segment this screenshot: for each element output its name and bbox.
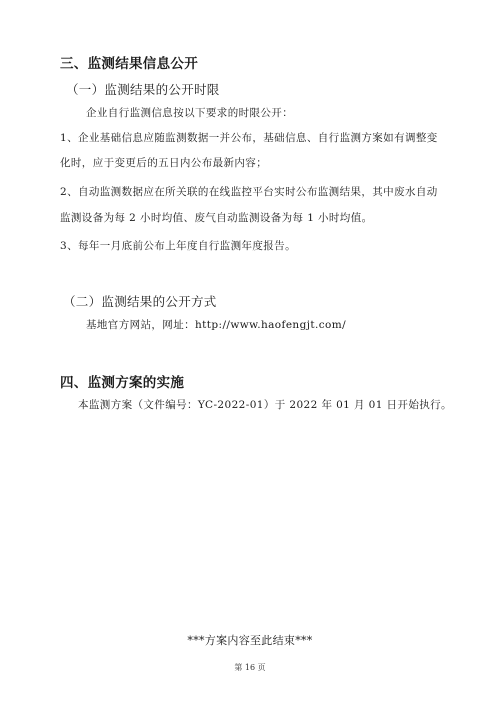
item-1-line-1: 1、企业基础信息应随监测数据一并公布，基础信息、自行监测方案如有调整变 [60,132,438,144]
subsection-1-heading: （一）监测结果的公开时限 [66,82,220,97]
subsection-2-heading: （二）监测结果的公开方式 [63,294,217,309]
paragraph-intro: 企业自行监测信息按以下要求的时限公开： [86,107,294,119]
item-2-line-2: 监测设备为每 2 小时均值、废气自动监测设备为每 1 小时均值。 [60,212,373,224]
website-line: 基地官方网站，网址：http://www.haofengjt.com/ [86,319,347,331]
section-4-heading: 四、监测方案的实施 [60,375,185,391]
section-3-heading: 三、监测结果信息公开 [60,56,198,72]
item-2-line-1: 2、自动监测数据应在所关联的在线监控平台实时公布监测结果，其中废水自动 [60,186,438,198]
implementation-text: 本监测方案（文件编号：YC-2022-01）于 2022 年 01 月 01 日开始执行。 [78,399,452,411]
end-of-document-note: ***方案内容至此结束*** [187,634,313,647]
item-3: 3、每年一月底前公布上年度自行监测年度报告。 [60,240,296,252]
page-number: 第 16 页 [234,663,266,672]
item-1-line-2: 化时，应于变更后的五日内公布最新内容； [60,157,268,169]
